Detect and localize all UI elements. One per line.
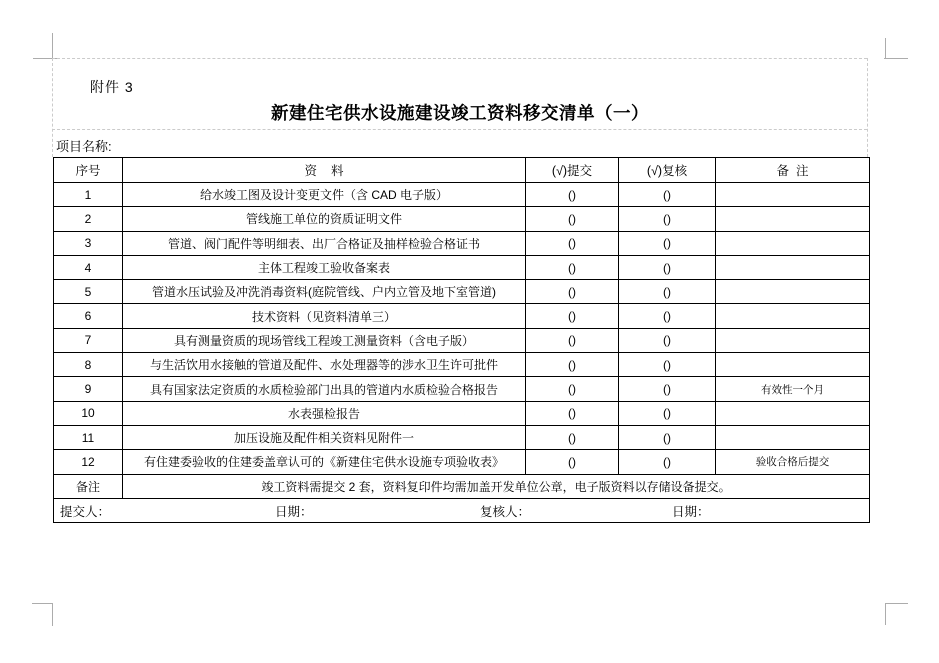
remark-cell (716, 183, 870, 207)
row-material: 具有国家法定资质的水质检验部门出具的管道内水质检验合格报告 (123, 377, 526, 401)
remark-cell (716, 425, 870, 449)
submit-check-cell: () (526, 304, 619, 328)
row-no: 7 (54, 328, 123, 352)
row-material: 技术资料（见资料清单三） (123, 304, 526, 328)
row-material: 管道水压试验及冲洗消毒资料(庭院管线、户内立管及地下室管道) (123, 280, 526, 304)
row-material: 加压设施及配件相关资料见附件一 (123, 425, 526, 449)
submit-check-cell: () (526, 353, 619, 377)
crop-mark-top-left-v (52, 33, 53, 58)
remark-cell (716, 231, 870, 255)
row-material: 管线施工单位的资质证明文件 (123, 207, 526, 231)
row-material: 管道、阀门配件等明细表、出厂合格证及抽样检验合格证书 (123, 231, 526, 255)
submit-check-cell: () (526, 450, 619, 474)
remark-cell: 验收合格后提交 (716, 450, 870, 474)
signature-cell (54, 498, 870, 523)
review-check-cell: () (619, 425, 716, 449)
row-material: 与生活饮用水接触的管道及配件、水处理器等的涉水卫生许可批件 (123, 353, 526, 377)
table-row (54, 304, 870, 328)
row-no: 6 (54, 304, 123, 328)
row-material: 具有测量资质的现场管线工程竣工测量资料（含电子版） (123, 328, 526, 352)
crop-mark-bottom-right-v (885, 603, 886, 625)
table-row (54, 231, 870, 255)
row-no: 1 (54, 183, 123, 207)
row-material: 给水竣工图及设计变更文件（含 CAD 电子版） (123, 183, 526, 207)
remark-cell (716, 304, 870, 328)
note-label: 备注 (54, 474, 123, 498)
review-check-cell: () (619, 304, 716, 328)
review-check-cell: () (619, 255, 716, 279)
row-no: 5 (54, 280, 123, 304)
note-text: 竣工资料需提交 2 套，资料复印件均需加盖开发单位公章，电子版资料以存储设备提交。 (123, 474, 870, 498)
project-name-label: 项目名称: (56, 139, 112, 154)
row-no: 8 (54, 353, 123, 377)
col-header-material: 资 料 (123, 158, 526, 183)
crop-mark-top-right-h (884, 58, 908, 59)
review-check-cell: () (619, 231, 716, 255)
reviewer-label: 复核人： (480, 504, 531, 519)
review-check-cell: () (619, 328, 716, 352)
text-boundary-top (52, 58, 867, 59)
submit-check-cell: () (526, 255, 619, 279)
submit-check-cell: () (526, 328, 619, 352)
remark-cell (716, 207, 870, 231)
remark-cell: 有效性一个月 (716, 377, 870, 401)
row-no: 12 (54, 450, 123, 474)
page-title: 新建住宅供水设施建设竣工资料移交清单（一） (271, 103, 649, 123)
submit-check-cell: () (526, 280, 619, 304)
table-row (54, 377, 870, 401)
remark-cell (716, 401, 870, 425)
table-row (54, 280, 870, 304)
attachment-label: 附件 3 (90, 79, 134, 95)
table-row (54, 255, 870, 279)
review-check-cell: () (619, 207, 716, 231)
review-check-cell: () (619, 401, 716, 425)
review-check-cell: () (619, 183, 716, 207)
review-check-cell: () (619, 450, 716, 474)
submit-check-cell: () (526, 425, 619, 449)
row-no: 4 (54, 255, 123, 279)
crop-mark-bottom-left-h (32, 603, 53, 604)
submit-date-label: 日期： (275, 504, 313, 519)
row-no: 11 (54, 425, 123, 449)
review-check-cell: () (619, 353, 716, 377)
row-no: 3 (54, 231, 123, 255)
crop-mark-top-left-h (33, 58, 58, 59)
crop-mark-bottom-left-v (52, 603, 53, 626)
remark-cell (716, 255, 870, 279)
col-header-review: (√)复核 (619, 158, 716, 183)
table-row (54, 401, 870, 425)
row-no: 9 (54, 377, 123, 401)
submit-check-cell: () (526, 377, 619, 401)
text-boundary-mid (52, 129, 867, 130)
col-header-remark: 备 注 (716, 158, 870, 183)
crop-mark-bottom-right-h (885, 603, 908, 604)
remark-cell (716, 353, 870, 377)
header-row (54, 158, 870, 183)
col-header-no: 序号 (54, 158, 123, 183)
signature-row (54, 498, 870, 523)
table-row (54, 183, 870, 207)
row-no: 2 (54, 207, 123, 231)
review-check-cell: () (619, 377, 716, 401)
note-row (54, 474, 870, 498)
table-row (54, 450, 870, 474)
submit-check-cell: () (526, 401, 619, 425)
submitter-label: 提交人： (60, 504, 111, 519)
row-material: 有住建委验收的住建委盖章认可的《新建住宅供水设施专项验收表》 (123, 450, 526, 474)
remark-cell (716, 280, 870, 304)
remark-cell (716, 328, 870, 352)
review-date-label: 日期： (672, 504, 710, 519)
row-material: 主体工程竣工验收备案表 (123, 255, 526, 279)
submit-check-cell: () (526, 183, 619, 207)
col-header-submit: (√)提交 (526, 158, 619, 183)
row-material: 水表强检报告 (123, 401, 526, 425)
submit-check-cell: () (526, 207, 619, 231)
crop-mark-top-right-v (885, 38, 886, 58)
table-row (54, 425, 870, 449)
table-row (54, 207, 870, 231)
row-no: 10 (54, 401, 123, 425)
submit-check-cell: () (526, 231, 619, 255)
table-row (54, 328, 870, 352)
review-check-cell: () (619, 280, 716, 304)
transfer-checklist-table (53, 157, 870, 523)
table-row (54, 353, 870, 377)
